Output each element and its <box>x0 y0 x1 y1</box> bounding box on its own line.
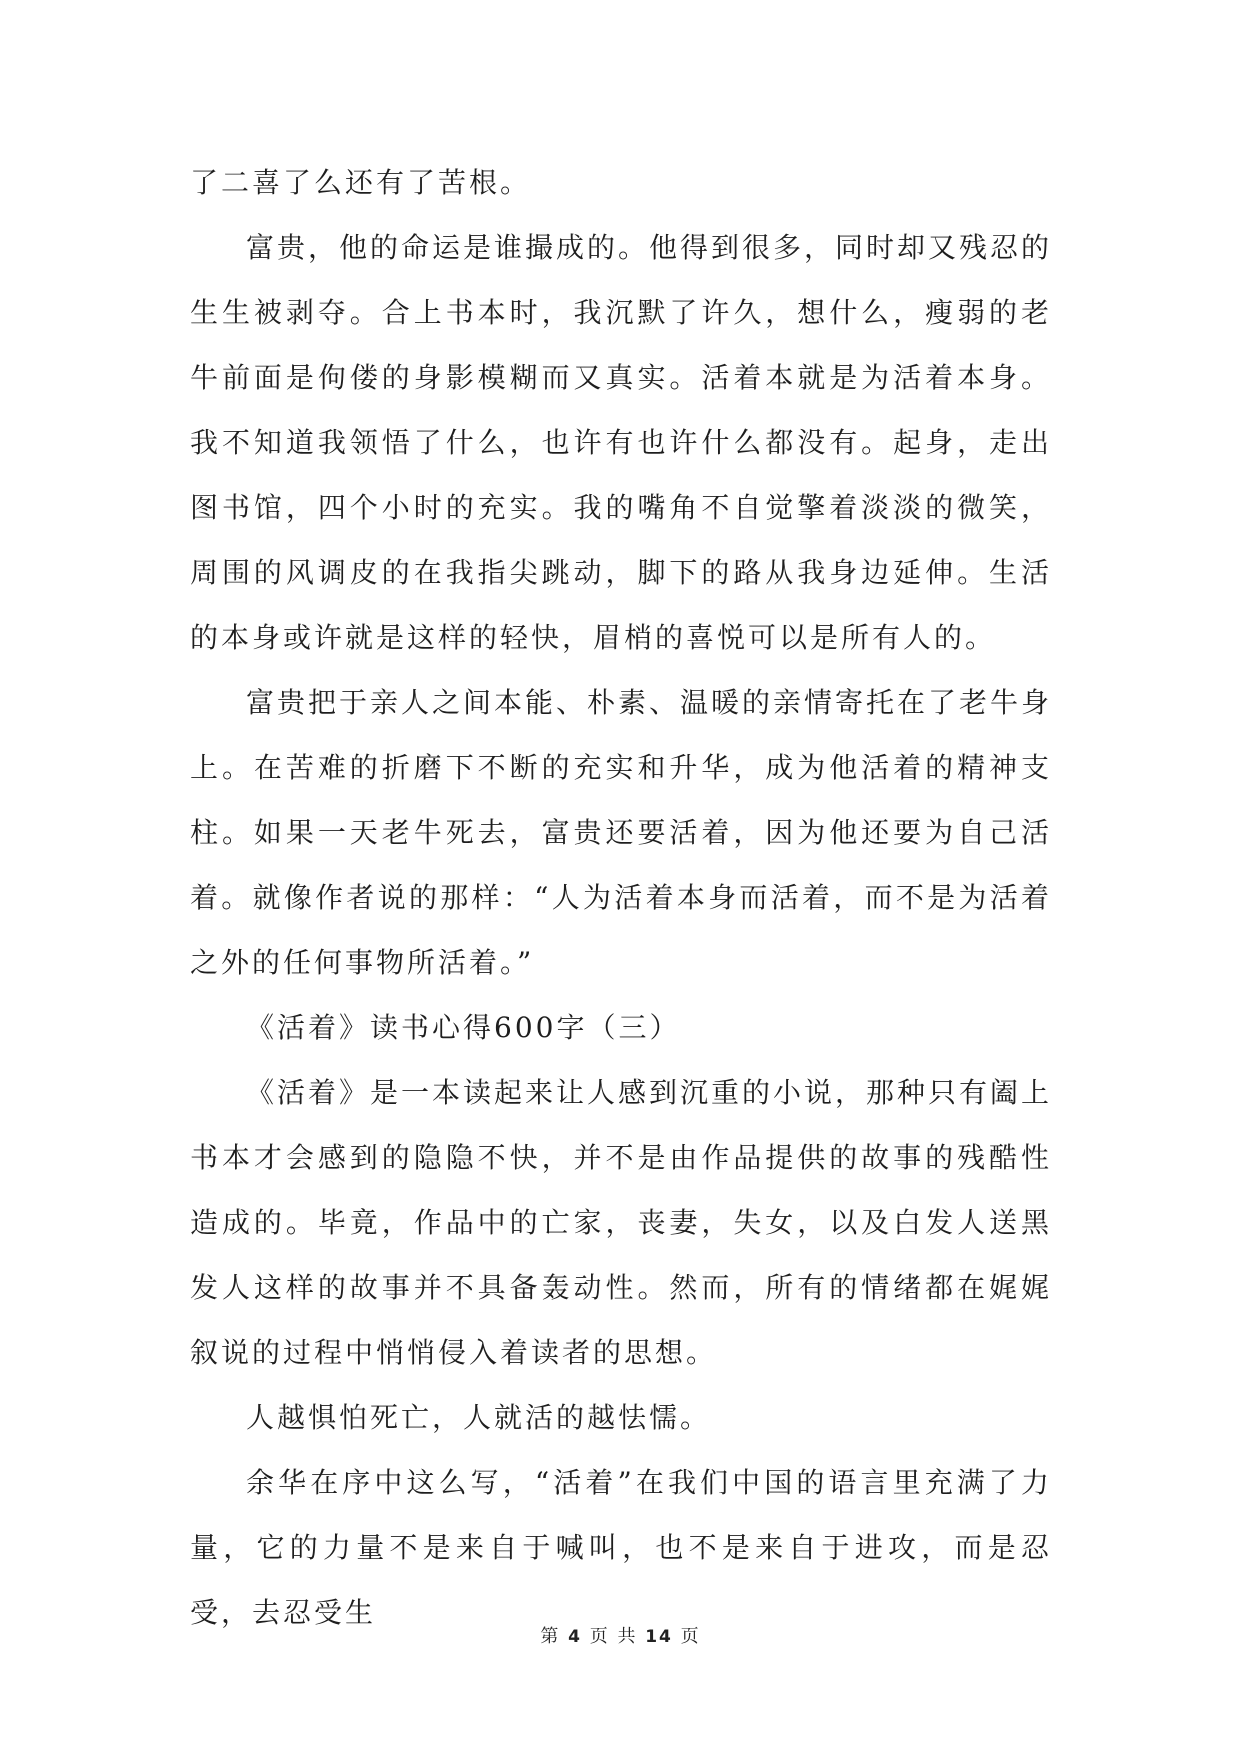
section-heading: 《活着》读书心得600字（三） <box>246 1011 681 1044</box>
footer-suffix: 页 <box>680 1626 701 1647</box>
paragraph-continuation: 了二喜了么还有了苦根。 <box>190 166 532 199</box>
paragraph-old-ox: 富贵把于亲人之间本能、朴素、温暖的亲情寄托在了老牛身上。在苦难的折磨下不断的充实和升华，成为他活着的精神支柱。如果一天老牛死去，富贵还要活着，因为他还要为自己活着。就像作者说的那样：“人为活着本身而活着，而不是为活着之外的任何事物所活着。” <box>190 686 1053 979</box>
current-page-number: 4 <box>568 1627 582 1647</box>
paragraph-fate: 富贵，他的命运是谁撮成的。他得到很多，同时却又残忍的生生被剥夺。合上书本时，我沉默了许久，想什么，瘦弱的老牛前面是佝偻的身影模糊而又真实。活着本就是为活着本身。我不知道我领悟了什么，也许有也许什么都没有。起身，走出图书馆，四个小时的充实。我的嘴角不自觉擎着淡淡的微笑，周围的风调皮的在我指尖跳动，脚下的路从我身边延伸。生活的本身或许就是这样的轻快，眉梢的喜悦可以是所有人的。 <box>190 231 1053 654</box>
paragraph-heavy-novel: 《活着》是一本读起来让人感到沉重的小说，那种只有阖上书本才会感到的隐隐不快，并不是由作品提供的故事的残酷性造成的。毕竟，作品中的亡家，丧妻，失女，以及白发人送黑发人这样的故事并不具备轰动性。然而，所有的情绪都在娓娓叙说的过程中悄悄侵入着读者的思想。 <box>190 1076 1053 1369</box>
document-body <box>190 150 1052 1645</box>
paragraph-fear-of-death: 人越惧怕死亡，人就活的越怯懦。 <box>246 1401 712 1434</box>
page-footer <box>0 1622 1241 1648</box>
footer-middle: 页 共 <box>589 1626 638 1647</box>
total-pages-number: 14 <box>645 1627 673 1647</box>
footer-prefix: 第 <box>540 1626 561 1647</box>
paragraph-preface-quote: 余华在序中这么写，“活着”在我们中国的语言里充满了力量，它的力量不是来自于喊叫，也不是来自于进攻，而是忍受，去忍受生 <box>190 1466 1052 1629</box>
